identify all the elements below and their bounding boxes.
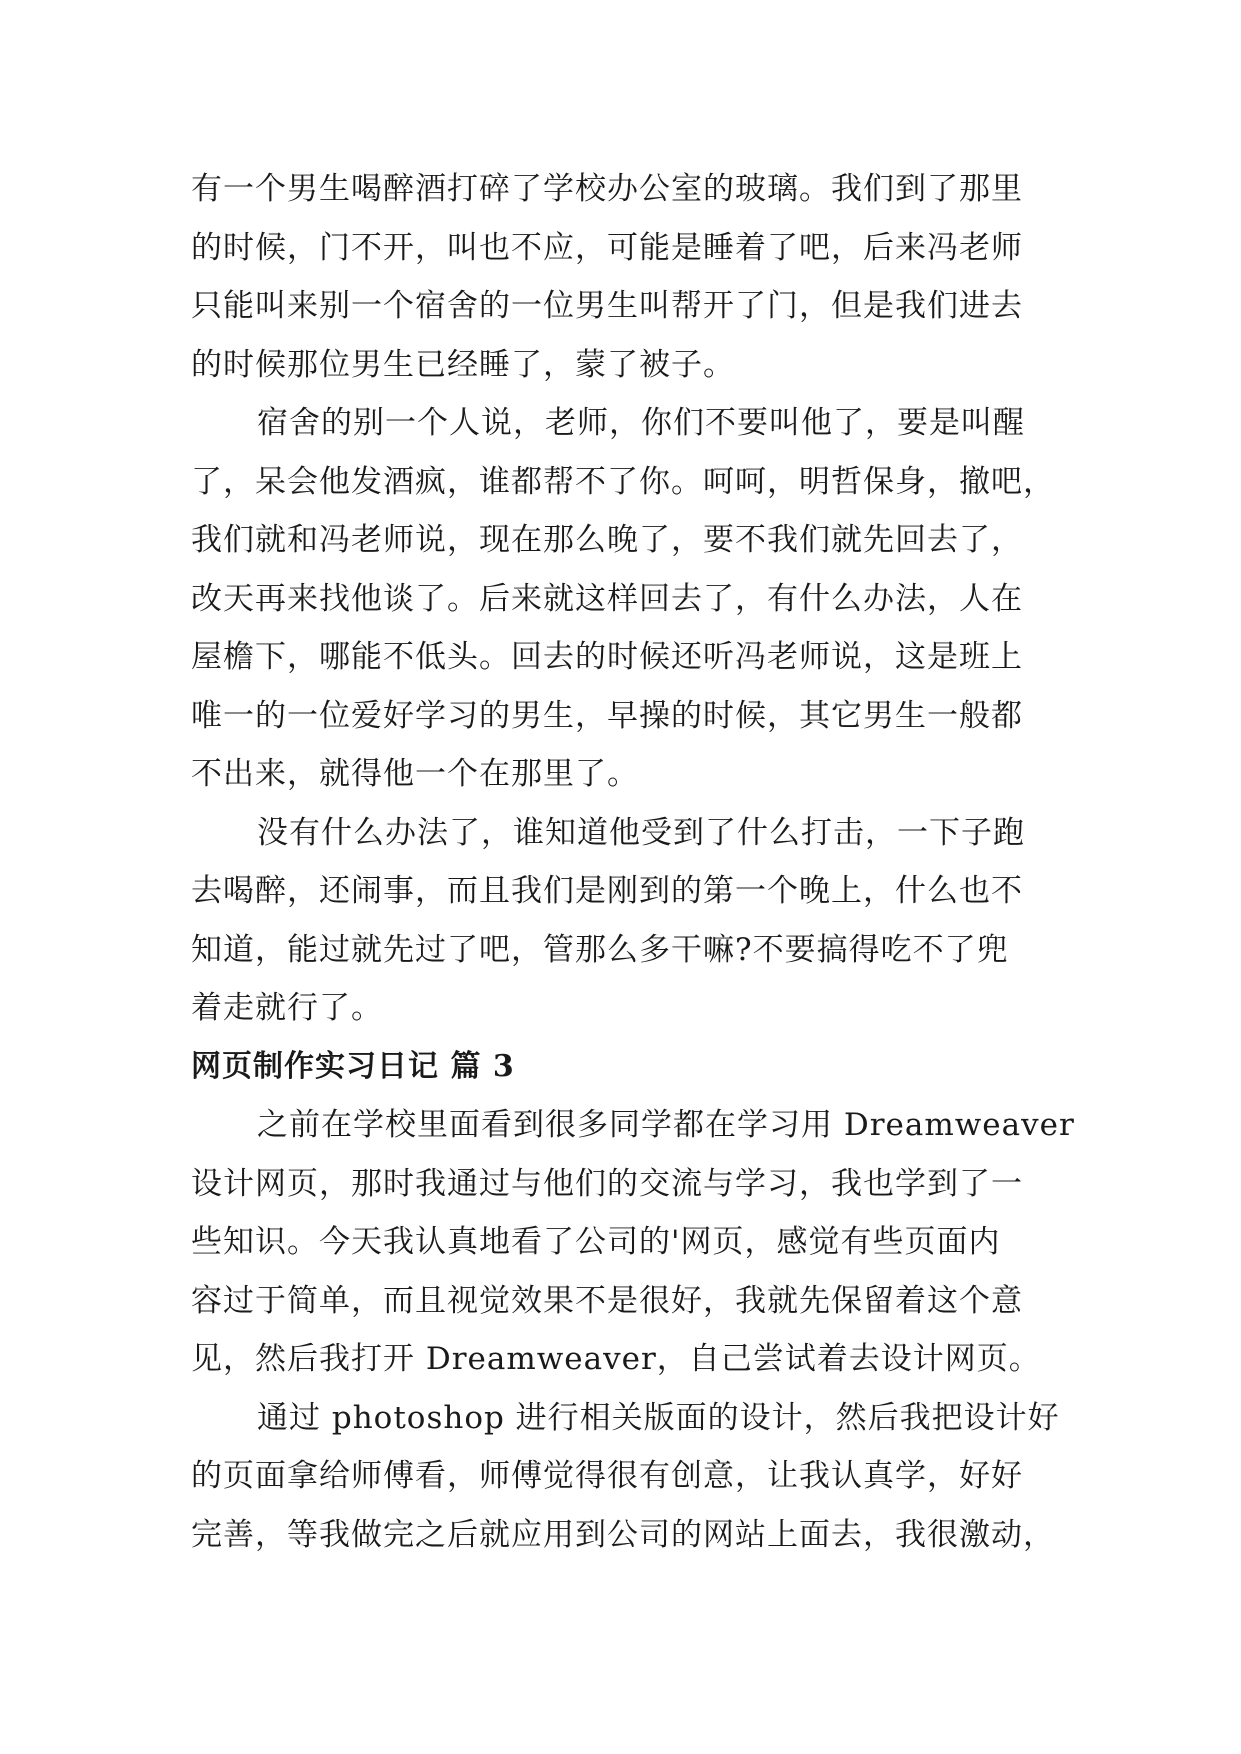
text-line: 通过 photoshop 进行相关版面的设计，然后我把设计好 <box>257 1399 1060 1436</box>
text-line: 的时候那位男生已经睡了，蒙了被子。 <box>191 346 735 383</box>
document-page <box>191 160 1075 1564</box>
text-line: 我们就和冯老师说，现在那么晚了，要不我们就先回去了， <box>191 522 1023 558</box>
text-line: 着走就行了。 <box>191 990 383 1026</box>
paragraph-3 <box>191 804 1071 1038</box>
text-line: 完善，等我做完之后就应用到公司的网站上面去，我很激动， <box>191 1516 1055 1553</box>
text-line: 知道，能过就先过了吧，管那么多干嘛?不要搞得吃不了兜 <box>191 931 1009 968</box>
text-line: 去喝醉，还闹事，而且我们是刚到的第一个晚上，什么也不 <box>191 873 1023 909</box>
text-line: 有一个男生喝醉酒打碎了学校办公室的玻璃。我们到了那里 <box>191 171 1023 207</box>
text-line: 唯一的一位爱好学习的男生，早操的时候，其它男生一般都 <box>191 697 1023 734</box>
text-line: 只能叫来别一个宿舍的一位男生叫帮开了门，但是我们进去 <box>191 288 1023 324</box>
text-line: 的页面拿给师傅看，师傅觉得很有创意，让我认真学，好好 <box>191 1458 1023 1494</box>
text-line: 不出来，就得他一个在那里了。 <box>191 756 639 792</box>
text-line: 设计网页，那时我通过与他们的交流与学习，我也学到了一 <box>191 1165 1023 1202</box>
text-line: 没有什么办法了，谁知道他受到了什么打击，一下子跑 <box>257 814 1025 851</box>
text-line: 见，然后我打开 Dreamweaver，自己尝试着去设计网页。 <box>191 1341 1041 1377</box>
text-line: 容过于简单，而且视觉效果不是很好，我就先保留着这个意 <box>191 1282 1023 1319</box>
text-line: 的时候，门不开，叫也不应，可能是睡着了吧，后来冯老师 <box>191 229 1023 266</box>
text-line: 了，呆会他发酒疯，谁都帮不了你。呵呵，明哲保身，撤吧， <box>191 463 1055 500</box>
paragraph-1 <box>191 160 1071 394</box>
text-line: 些知识。今天我认真地看了公司的'网页，感觉有些页面内 <box>191 1224 1001 1260</box>
section-heading: 网页制作实习日记 篇 3 <box>191 1048 515 1084</box>
text-line: 屋檐下，哪能不低头。回去的时候还听冯老师说，这是班上 <box>191 639 1023 675</box>
text-line: 改天再来找他谈了。后来就这样回去了，有什么办法，人在 <box>191 580 1023 617</box>
text-line: 之前在学校里面看到很多同学都在学习用 Dreamweaver <box>257 1107 1075 1143</box>
paragraph-5 <box>191 1389 1071 1565</box>
text-line: 宿舍的别一个人说，老师，你们不要叫他了，要是叫醒 <box>257 405 1025 441</box>
paragraph-4 <box>191 1096 1075 1389</box>
paragraph-2 <box>191 394 1071 804</box>
